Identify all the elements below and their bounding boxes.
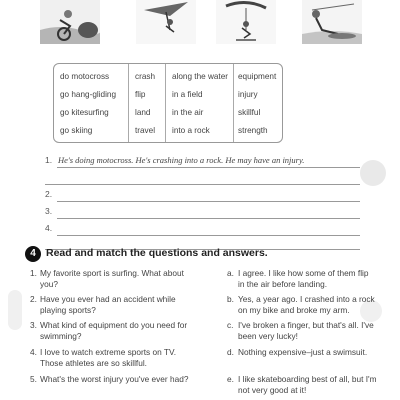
vocabulary-word: go hang-gliding bbox=[60, 90, 116, 99]
answer-text: Yes, a year ago. I crashed into a rock on my bike and broke my arm. bbox=[238, 294, 375, 315]
side-decoration bbox=[360, 160, 386, 186]
answer-item bbox=[227, 374, 377, 396]
vocabulary-word: do motocross bbox=[60, 72, 110, 81]
answer-letter: c. bbox=[227, 320, 234, 330]
writing-line[interactable] bbox=[45, 206, 360, 222]
exercise-number-badge: 4 bbox=[25, 246, 41, 262]
answer-rule bbox=[57, 167, 360, 168]
vocabulary-word: equipment bbox=[238, 72, 277, 81]
vocabulary-word: in a field bbox=[172, 90, 203, 99]
windsurfing-picture bbox=[302, 0, 362, 44]
vocabulary-word: strength bbox=[238, 126, 268, 135]
column-divider bbox=[233, 64, 234, 142]
exercise-title: Read and match the questions and answers. bbox=[46, 247, 268, 259]
answer-text: Nothing expensive–just a swimsuit. bbox=[238, 347, 368, 357]
question-number: 1. bbox=[30, 268, 37, 278]
vocabulary-word: go kitesurfing bbox=[60, 108, 109, 117]
question-item bbox=[30, 294, 200, 316]
question-text: What kind of equipment do you need for swimming? bbox=[40, 320, 188, 341]
vocabulary-column bbox=[60, 68, 126, 138]
vocabulary-word: land bbox=[135, 108, 151, 117]
question-text: Have you ever had an accident while playing sports? bbox=[40, 294, 176, 315]
question-number: 3. bbox=[30, 320, 37, 330]
vocabulary-word: along the water bbox=[172, 72, 228, 81]
motocross-picture bbox=[40, 0, 100, 44]
writing-line[interactable] bbox=[45, 172, 360, 188]
vocabulary-word: in the air bbox=[172, 108, 204, 117]
vocabulary-column bbox=[172, 68, 232, 138]
vocabulary-word: crash bbox=[135, 72, 156, 81]
question-number: 5. bbox=[30, 374, 37, 384]
vocabulary-word: skillful bbox=[238, 108, 261, 117]
kitesurfing-picture bbox=[216, 0, 276, 44]
hang-gliding-picture bbox=[136, 0, 196, 44]
answer-item bbox=[227, 320, 377, 342]
side-decoration bbox=[8, 290, 22, 330]
answer-letter: a. bbox=[227, 268, 234, 278]
vocabulary-column bbox=[135, 68, 169, 138]
answer-text: I agree. I like how some of them flip in the air before landing. bbox=[238, 268, 369, 289]
question-text: I love to watch extreme sports on TV. Those athletes are so skillful. bbox=[40, 347, 177, 368]
question-number: 2. bbox=[30, 294, 37, 304]
vocabulary-column bbox=[238, 68, 282, 138]
column-divider bbox=[128, 64, 129, 142]
sports-pictures-strip bbox=[40, 0, 360, 44]
vocabulary-word: flip bbox=[135, 90, 146, 99]
question-number: 4. bbox=[30, 347, 37, 357]
writing-line[interactable] bbox=[45, 189, 360, 205]
question-item bbox=[30, 347, 200, 369]
question-text: What's the worst injury you've ever had? bbox=[40, 374, 189, 384]
line-number: 2. bbox=[45, 189, 53, 199]
answer-item bbox=[227, 347, 377, 358]
question-item bbox=[30, 320, 200, 342]
answer-rule bbox=[57, 218, 360, 219]
vocabulary-word: go skiing bbox=[60, 126, 93, 135]
question-item bbox=[30, 374, 200, 385]
answer-letter: e. bbox=[227, 374, 234, 384]
answer-rule bbox=[57, 235, 360, 236]
answer-rule bbox=[45, 184, 360, 185]
column-divider bbox=[165, 64, 166, 142]
question-item bbox=[30, 268, 200, 290]
answer-text: I've broken a finger, but that's all. I've been very lucky! bbox=[238, 320, 374, 341]
vocabulary-word: into a rock bbox=[172, 126, 210, 135]
writing-line[interactable] bbox=[45, 155, 360, 171]
line-number: 1. bbox=[45, 155, 53, 165]
answer-letter: d. bbox=[227, 347, 234, 357]
line-number: 4. bbox=[45, 223, 53, 233]
question-text: My favorite sport is surfing. What about you? bbox=[40, 268, 184, 289]
vocabulary-box bbox=[53, 63, 283, 143]
vocabulary-word: travel bbox=[135, 126, 156, 135]
answer-letter: b. bbox=[227, 294, 234, 304]
answer-item bbox=[227, 294, 377, 316]
example-answer: He's doing motocross. He's crashing into a rock. He may have an injury. bbox=[58, 155, 305, 165]
vocabulary-word: injury bbox=[238, 90, 258, 99]
answer-text: I like skateboarding best of all, but I'm not very good at it! bbox=[238, 374, 377, 395]
answer-item bbox=[227, 268, 377, 290]
line-number: 3. bbox=[45, 206, 53, 216]
answer-rule bbox=[57, 201, 360, 202]
